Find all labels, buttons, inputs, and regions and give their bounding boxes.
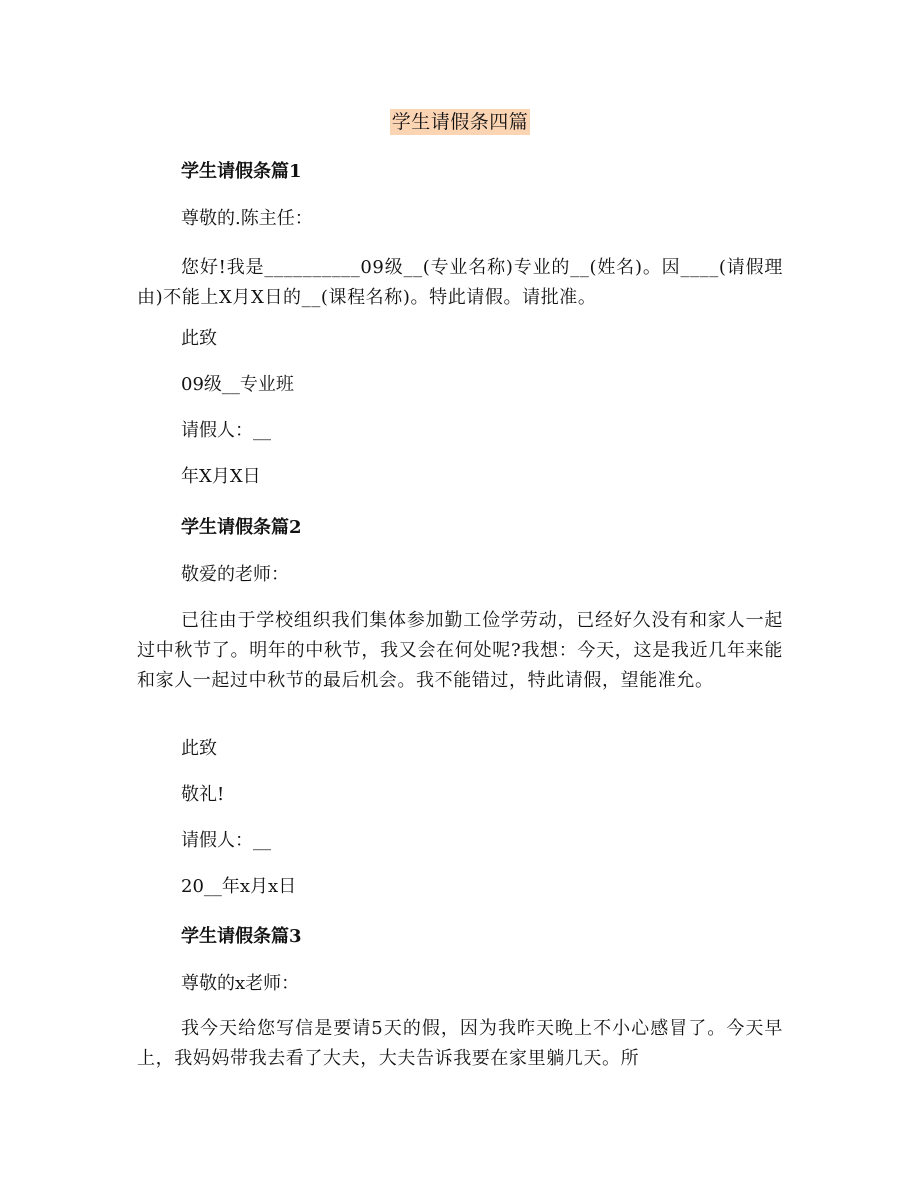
- section2-signer: 请假人：__: [181, 830, 271, 851]
- section2-date: 20__年x月x日: [181, 876, 297, 897]
- section2-salutation: 敬爱的老师：: [181, 564, 289, 585]
- section2-regards: 敬礼!: [181, 784, 225, 805]
- section1-heading: 学生请假条篇1: [181, 161, 302, 182]
- section1-body: 您好!我是__________09级__(专业名称)专业的__(姓名)。因____(请假理由)不能上X月X日的__(课程名称)。特此请假。请批准。: [137, 257, 783, 308]
- section2-heading: 学生请假条篇2: [181, 517, 302, 538]
- section3-salutation: 尊敬的x老师：: [181, 973, 300, 994]
- title-container: [0, 109, 920, 135]
- section2-closing: 此致: [181, 738, 217, 759]
- section1-date: 年X月X日: [181, 466, 261, 487]
- section1-closing: 此致: [181, 328, 217, 349]
- document-title: 学生请假条四篇: [391, 111, 529, 133]
- section3-body: 我今天给您写信是要请5天的假，因为我昨天晚上不小心感冒了。今天早上，我妈妈带我去看了大夫，大夫告诉我要在家里躺几天。所: [137, 1018, 783, 1069]
- section1-salutation: 尊敬的.陈主任：: [181, 208, 313, 229]
- section3-heading: 学生请假条篇3: [181, 926, 302, 947]
- section1-class: 09级__专业班: [181, 374, 294, 395]
- section1-signer: 请假人：__: [181, 420, 271, 441]
- section2-body: 已往由于学校组织我们集体参加勤工俭学劳动，已经好久没有和家人一起过中秋节了。明年的中秋节，我又会在何处呢?我想：今天，这是我近几年来能和家人一起过中秋节的最后机会。我不能错过，特此请假，望能准允。: [137, 610, 783, 691]
